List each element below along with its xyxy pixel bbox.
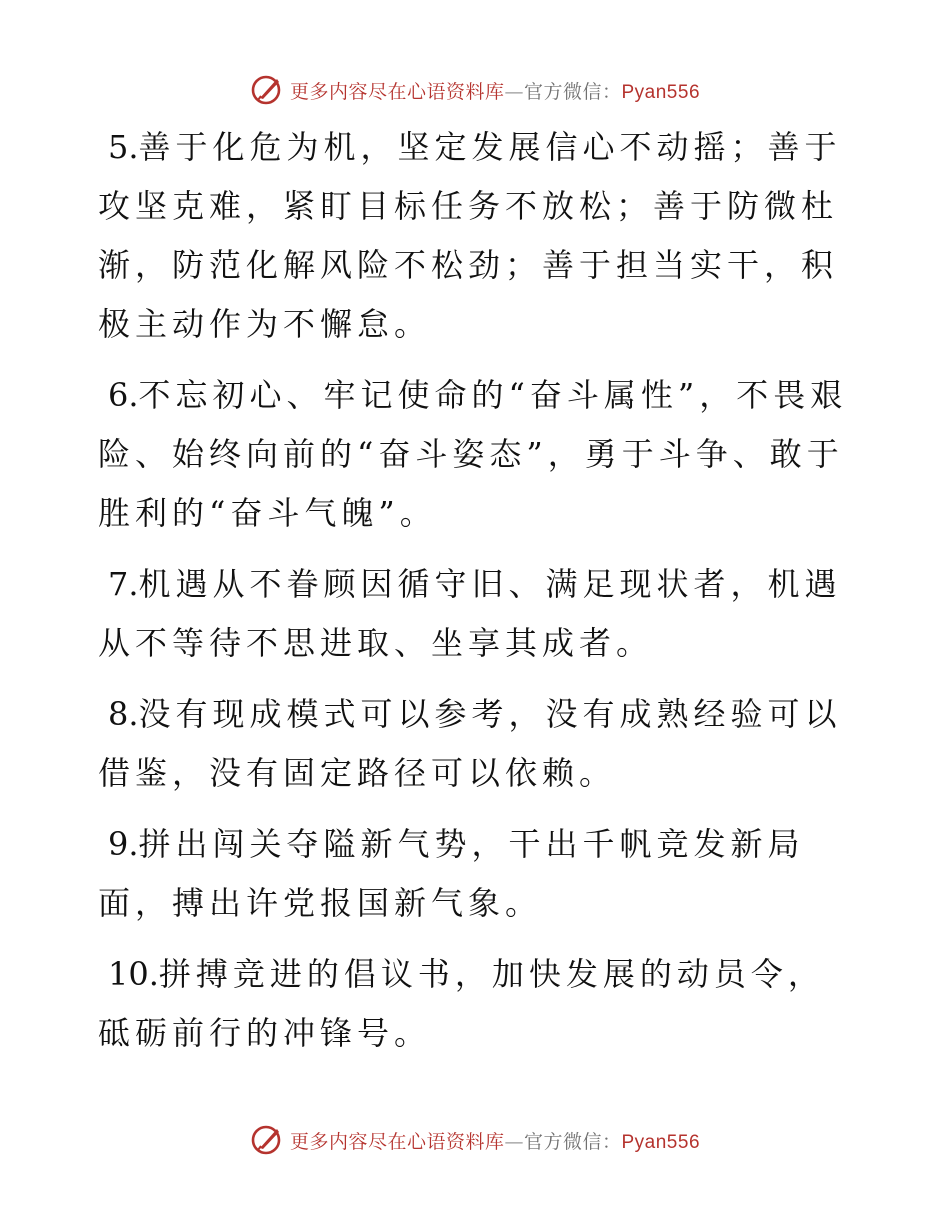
- header-brand: 更多内容尽在心语资料库: [289, 80, 505, 103]
- item-number: 8.: [108, 695, 139, 733]
- item-text: 拼出闯关夺隘新气势，干出千帆竞发新局面，搏出许党报国新气象。: [98, 825, 805, 922]
- footer-wechat-id: Pyan556: [621, 1131, 701, 1153]
- footer-banner: [0, 1120, 950, 1160]
- footer-label: 官方微信：: [523, 1130, 622, 1153]
- footer-brand: 更多内容尽在心语资料库: [289, 1130, 505, 1153]
- item-text: 没有现成模式可以参考，没有成熟经验可以借鉴，没有固定路径可以依赖。: [98, 695, 842, 792]
- item-number: 10.: [108, 955, 159, 993]
- list-item-10: [98, 945, 858, 1063]
- footer-separator: —: [504, 1130, 524, 1153]
- quill-logo-icon: [250, 73, 284, 107]
- list-item-9: [98, 815, 858, 933]
- header-label: 官方微信：: [523, 80, 622, 103]
- header-text: [290, 77, 700, 104]
- document-body: [98, 118, 858, 1075]
- item-text: 不忘初心、牢记使命的“奋斗属性”，不畏艰险、始终向前的“奋斗姿态”，勇于斗争、敢于胜利的“奋斗气魄”。: [98, 376, 848, 532]
- header-banner: [0, 70, 950, 110]
- list-item-8: [98, 685, 858, 803]
- header-separator: —: [504, 80, 524, 103]
- item-number: 6.: [108, 376, 139, 414]
- item-text: 善于化危为机，坚定发展信心不动摇；善于攻坚克难，紧盯目标任务不放松；善于防微杜渐，防范化解风险不松劲；善于担当实干，积极主动作为不懈怠。: [98, 128, 842, 343]
- footer-text: [290, 1127, 700, 1154]
- list-item-6: [98, 366, 858, 543]
- header-wechat-id: Pyan556: [621, 81, 701, 103]
- item-number: 7.: [108, 565, 139, 603]
- item-text: 机遇从不眷顾因循守旧、满足现状者，机遇从不等待不思进取、坐享其成者。: [98, 565, 842, 662]
- item-number: 9.: [108, 825, 139, 863]
- list-item-5: [98, 118, 858, 354]
- quill-logo-icon: [250, 1123, 284, 1157]
- item-text: 拼搏竞进的倡议书，加快发展的动员令，砥砺前行的冲锋号。: [98, 955, 825, 1052]
- item-number: 5.: [108, 128, 139, 166]
- list-item-7: [98, 555, 858, 673]
